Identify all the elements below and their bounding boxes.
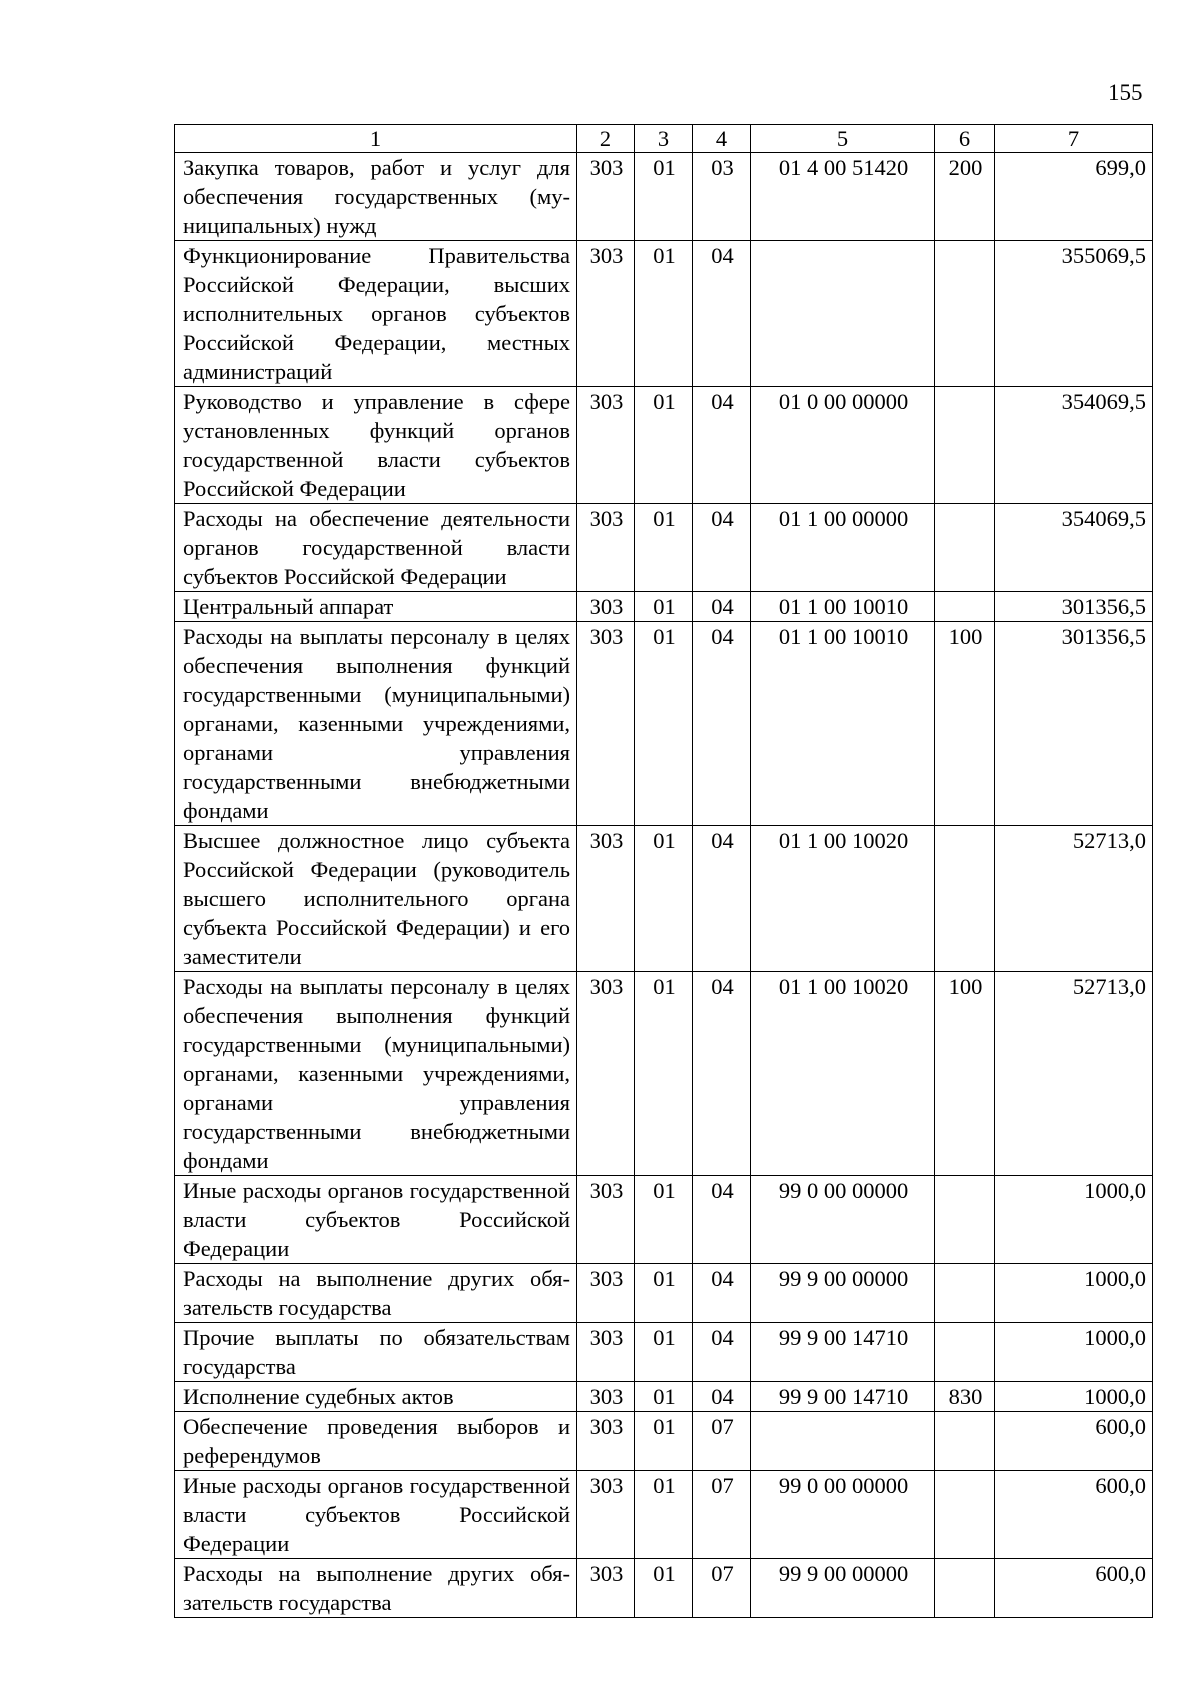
admin-code-cell: 303	[577, 1471, 635, 1559]
admin-code-cell: 303	[577, 592, 635, 622]
header-cell: 6	[935, 125, 995, 153]
subsection-cell: 04	[693, 826, 751, 972]
expense-type-cell	[935, 592, 995, 622]
table-row	[175, 1559, 1153, 1618]
table-row	[175, 1323, 1153, 1382]
amount-cell: 699,0	[995, 153, 1153, 241]
subsection-cell: 04	[693, 972, 751, 1176]
target-article-cell: 99 0 00 00000	[751, 1176, 935, 1264]
amount-cell: 1000,0	[995, 1323, 1153, 1382]
row-name-cell: Обеспечение проведения выборов и референдумов	[175, 1412, 577, 1471]
row-name-cell: Высшее должностное лицо субъекта Российской Федерации (руководитель высшего исполнительного органа субъекта Российской Федерации) и его заместители	[175, 826, 577, 972]
header-row	[175, 125, 1153, 153]
admin-code-cell: 303	[577, 1559, 635, 1618]
subsection-cell: 04	[693, 241, 751, 387]
table-row	[175, 1176, 1153, 1264]
table-row	[175, 241, 1153, 387]
table-row	[175, 504, 1153, 592]
row-name-cell: Иные расходы органов государственной власти субъектов Российской Федерации	[175, 1471, 577, 1559]
row-name-cell: Расходы на обеспечение деятельности органов государственной власти субъектов Российской Федерации	[175, 504, 577, 592]
expense-type-cell	[935, 241, 995, 387]
subsection-cell: 07	[693, 1412, 751, 1471]
expense-type-cell	[935, 1471, 995, 1559]
target-article-cell	[751, 1412, 935, 1471]
section-cell: 01	[635, 153, 693, 241]
row-name-cell: Закупка товаров, работ и услуг для обеспечения государственных (муниципальных) нужд	[175, 153, 577, 241]
table-row	[175, 592, 1153, 622]
row-name-cell: Расходы на выплаты персоналу в целях обеспечения выполнения функций государственными (муниципальными) органами, казенными учреждениями, органами управления государственными внебюджетными фондами	[175, 972, 577, 1176]
admin-code-cell: 303	[577, 972, 635, 1176]
expense-type-cell	[935, 1264, 995, 1323]
amount-cell: 1000,0	[995, 1176, 1153, 1264]
table-row	[175, 1471, 1153, 1559]
header-cell: 1	[175, 125, 577, 153]
subsection-cell: 04	[693, 504, 751, 592]
expense-type-cell	[935, 1412, 995, 1471]
subsection-cell: 07	[693, 1559, 751, 1618]
subsection-cell: 04	[693, 592, 751, 622]
budget-table	[174, 124, 1153, 1618]
section-cell: 01	[635, 592, 693, 622]
row-name-cell: Руководство и управление в сфере установленных функций органов государственной власти субъектов Российской Федерации	[175, 387, 577, 504]
subsection-cell: 04	[693, 1176, 751, 1264]
section-cell: 01	[635, 1471, 693, 1559]
section-cell: 01	[635, 1412, 693, 1471]
table-row	[175, 387, 1153, 504]
target-article-cell: 01 1 00 10010	[751, 622, 935, 826]
admin-code-cell: 303	[577, 153, 635, 241]
section-cell: 01	[635, 1323, 693, 1382]
row-name-cell: Расходы на выполнение других обязательств государства	[175, 1559, 577, 1618]
admin-code-cell: 303	[577, 1176, 635, 1264]
amount-cell: 1000,0	[995, 1382, 1153, 1412]
expense-type-cell: 100	[935, 622, 995, 826]
amount-cell: 52713,0	[995, 972, 1153, 1176]
subsection-cell: 04	[693, 1323, 751, 1382]
header-cell: 3	[635, 125, 693, 153]
section-cell: 01	[635, 504, 693, 592]
row-name-cell: Расходы на выплаты персоналу в целях обеспечения выполнения функций государственными (муниципальными) органами, казенными учреждениями, органами управления государственными внебюджетными фондами	[175, 622, 577, 826]
target-article-cell: 99 9 00 14710	[751, 1382, 935, 1412]
subsection-cell: 04	[693, 387, 751, 504]
amount-cell: 600,0	[995, 1559, 1153, 1618]
admin-code-cell: 303	[577, 387, 635, 504]
amount-cell: 354069,5	[995, 387, 1153, 504]
expense-type-cell: 830	[935, 1382, 995, 1412]
expense-type-cell	[935, 826, 995, 972]
table-row	[175, 826, 1153, 972]
admin-code-cell: 303	[577, 1323, 635, 1382]
header-cell: 4	[693, 125, 751, 153]
target-article-cell	[751, 241, 935, 387]
expense-type-cell	[935, 1176, 995, 1264]
admin-code-cell: 303	[577, 1382, 635, 1412]
subsection-cell: 04	[693, 622, 751, 826]
table-row	[175, 622, 1153, 826]
target-article-cell: 01 4 00 51420	[751, 153, 935, 241]
section-cell: 01	[635, 972, 693, 1176]
amount-cell: 301356,5	[995, 592, 1153, 622]
target-article-cell: 01 1 00 00000	[751, 504, 935, 592]
subsection-cell: 07	[693, 1471, 751, 1559]
admin-code-cell: 303	[577, 622, 635, 826]
header-cell: 5	[751, 125, 935, 153]
subsection-cell: 03	[693, 153, 751, 241]
subsection-cell: 04	[693, 1264, 751, 1323]
header-cell: 7	[995, 125, 1153, 153]
target-article-cell: 99 9 00 00000	[751, 1559, 935, 1618]
target-article-cell: 99 9 00 00000	[751, 1264, 935, 1323]
amount-cell: 301356,5	[995, 622, 1153, 826]
table-row	[175, 1412, 1153, 1471]
target-article-cell: 01 1 00 10020	[751, 972, 935, 1176]
row-name-cell: Расходы на выполнение других обязательств государства	[175, 1264, 577, 1323]
section-cell: 01	[635, 1559, 693, 1618]
admin-code-cell: 303	[577, 1264, 635, 1323]
admin-code-cell: 303	[577, 241, 635, 387]
expense-type-cell	[935, 1559, 995, 1618]
row-name-cell: Центральный аппарат	[175, 592, 577, 622]
expense-type-cell: 100	[935, 972, 995, 1176]
table-row	[175, 1382, 1153, 1412]
amount-cell: 600,0	[995, 1471, 1153, 1559]
expense-type-cell	[935, 387, 995, 504]
row-name-cell: Иные расходы органов государственной власти субъектов Российской Федерации	[175, 1176, 577, 1264]
target-article-cell: 01 1 00 10010	[751, 592, 935, 622]
section-cell: 01	[635, 387, 693, 504]
target-article-cell: 01 0 00 00000	[751, 387, 935, 504]
target-article-cell: 01 1 00 10020	[751, 826, 935, 972]
expense-type-cell	[935, 504, 995, 592]
section-cell: 01	[635, 826, 693, 972]
admin-code-cell: 303	[577, 1412, 635, 1471]
amount-cell: 354069,5	[995, 504, 1153, 592]
section-cell: 01	[635, 1264, 693, 1323]
table-row	[175, 153, 1153, 241]
admin-code-cell: 303	[577, 826, 635, 972]
table-row	[175, 1264, 1153, 1323]
page-number: 155	[1108, 80, 1143, 105]
row-name-cell: Прочие выплаты по обязательствам государства	[175, 1323, 577, 1382]
amount-cell: 355069,5	[995, 241, 1153, 387]
target-article-cell: 99 0 00 00000	[751, 1471, 935, 1559]
section-cell: 01	[635, 241, 693, 387]
amount-cell: 1000,0	[995, 1264, 1153, 1323]
row-name-cell: Функционирование Правительства Российской Федерации, высших исполнительных органов субъектов Российской Федерации, местных администраций	[175, 241, 577, 387]
target-article-cell: 99 9 00 14710	[751, 1323, 935, 1382]
expense-type-cell: 200	[935, 153, 995, 241]
section-cell: 01	[635, 622, 693, 826]
amount-cell: 52713,0	[995, 826, 1153, 972]
section-cell: 01	[635, 1176, 693, 1264]
expense-type-cell	[935, 1323, 995, 1382]
section-cell: 01	[635, 1382, 693, 1412]
amount-cell: 600,0	[995, 1412, 1153, 1471]
header-cell: 2	[577, 125, 635, 153]
row-name-cell: Исполнение судебных актов	[175, 1382, 577, 1412]
admin-code-cell: 303	[577, 504, 635, 592]
table-row	[175, 972, 1153, 1176]
subsection-cell: 04	[693, 1382, 751, 1412]
